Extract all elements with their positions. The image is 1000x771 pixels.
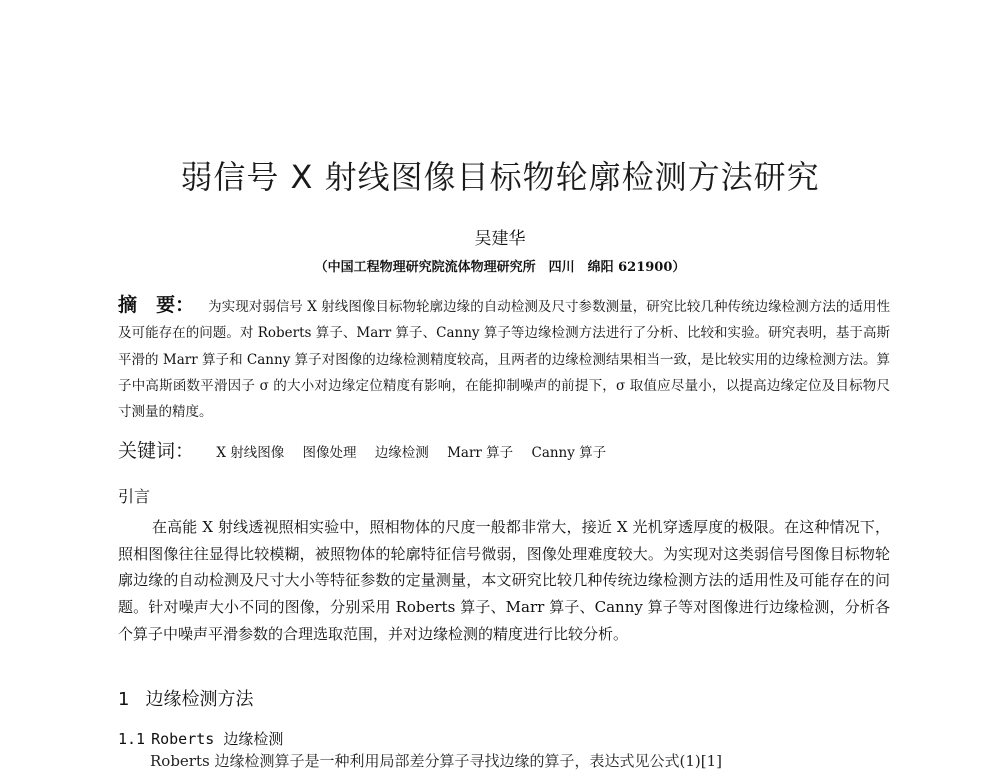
keyword-item: 图像处理 xyxy=(302,445,357,461)
abstract-text: 为实现对弱信号 X 射线图像目标物轮廓边缘的自动检测及尺寸参数测量，研究比较几种传统边缘检测方法的适用性及可能存在的问题。对 Roberts 算子、Marr 算子、Canny 算子等边缘检测方法进行了分析、比较和实验。研究表明，基于高斯平滑的 Marr 算子和 Canny 算子对图像的边缘检测精度较高，且两者的边缘检测结果相当一致，是比较实用的边缘检测方法。算子中高斯函数平滑因子 σ 的大小对边缘定位精度有影响，在能抑制噪声的前提下，σ 取值应尽量小，以提高边缘定位及目标物尺寸测量的精度。 xyxy=(118,299,890,421)
intro-heading: 引言 xyxy=(118,487,151,506)
abstract-label: 摘 要： xyxy=(118,294,195,316)
intro-paragraph: 在高能 X 射线透视照相实验中，照相物体的尺度一般都非常大，接近 X 光机穿透厚度的极限。在这种情况下，照相图像往往显得比较模糊，被照物体的轮廓特征信号微弱，图像处理难度较大。为实现对这类弱信号图像目标物轮廓边缘的自动检测及尺寸大小等特征参数的定量测量，本文研究比较几种传统边缘检测方法的适用性及可能存在的问题。针对噪声大小不同的图像，分别采用 Roberts 算子、Marr 算子、Canny 算子等对图像进行边缘检测，分析各个算子中噪声平滑参数的合理选取范围，并对边缘检测的精度进行比较分析。 xyxy=(118,518,890,643)
section-1-1-heading xyxy=(118,728,283,749)
keywords-label: 关键词： xyxy=(118,440,195,462)
keyword-item: 边缘检测 xyxy=(374,445,429,461)
keywords xyxy=(118,436,890,463)
abstract xyxy=(118,292,890,425)
keyword-item: X 射线图像 xyxy=(216,445,285,461)
section-1-heading xyxy=(118,685,253,711)
keyword-item: Marr 算子 xyxy=(447,445,514,461)
section-number: 1 xyxy=(118,689,130,710)
author-affiliation: （中国工程物理研究院流体物理研究所 四川 绵阳 621900） xyxy=(314,260,686,275)
section-title: 边缘检测方法 xyxy=(145,689,254,710)
subsection-number: 1.1 xyxy=(118,730,146,748)
paper-title: 弱信号 X 射线图像目标物轮廓检测方法研究 xyxy=(180,158,820,196)
cutoff-text-line: Roberts 边缘检测算子是一种利用局部差分算子寻找边缘的算子，表达式见公式(1)[1] xyxy=(150,752,722,770)
subsection-title: Roberts 边缘检测 xyxy=(151,730,284,748)
author-name: 吴建华 xyxy=(474,229,526,249)
keyword-item: Canny 算子 xyxy=(531,445,607,461)
